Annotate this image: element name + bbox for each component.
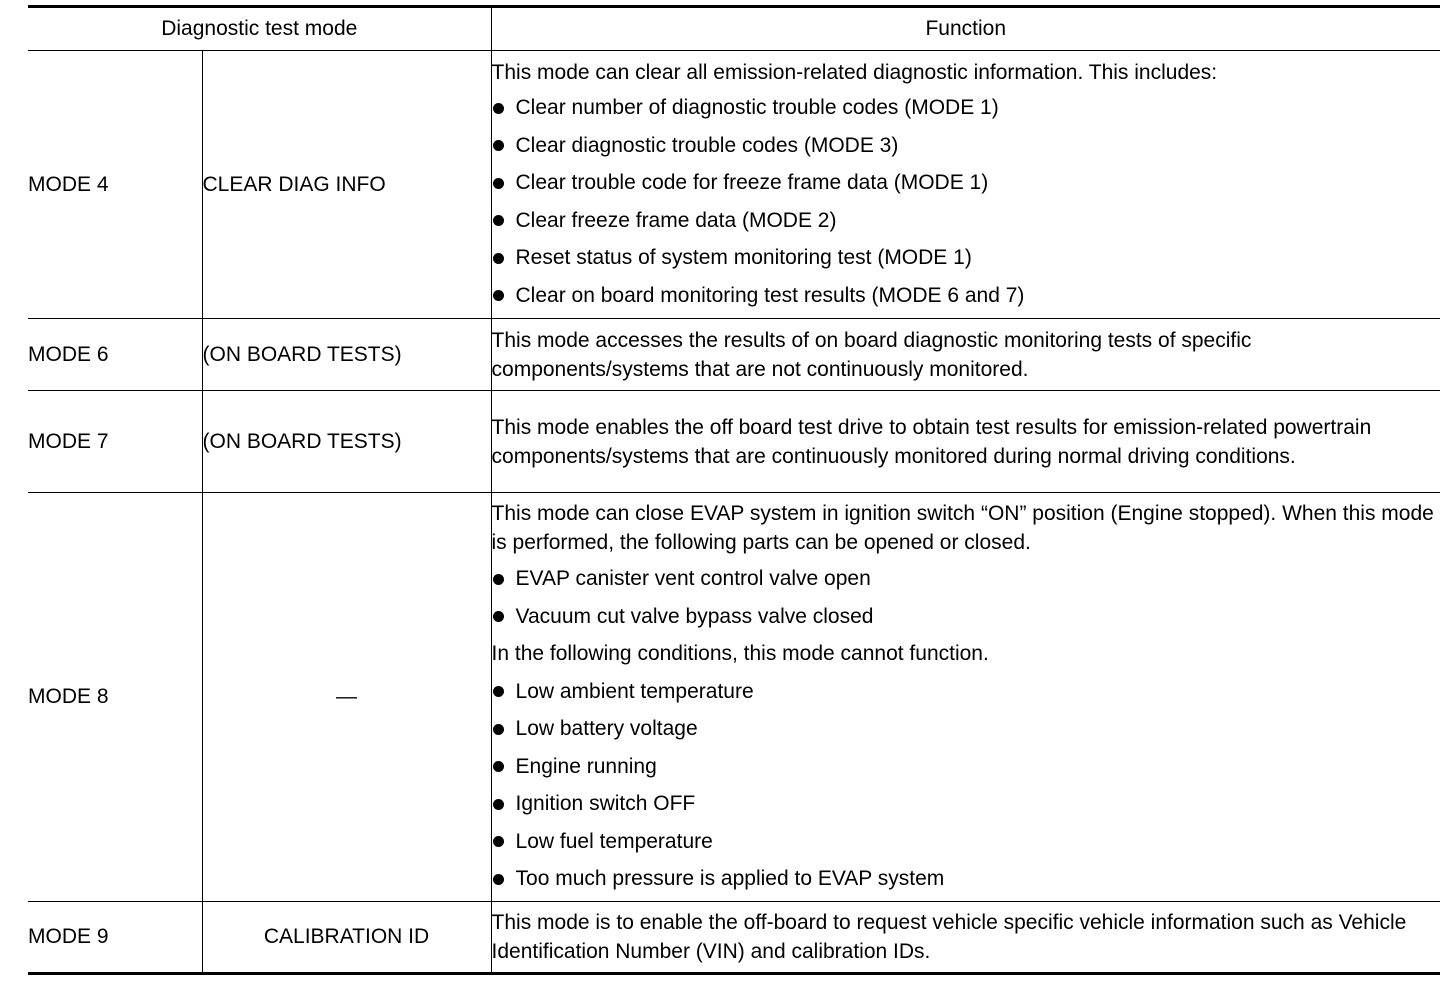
list-item: Clear number of diagnostic trouble codes (MODE 1) (492, 90, 1441, 128)
bullet-icon (493, 253, 504, 264)
bullet-icon (493, 836, 504, 847)
mode-name-cell: — (202, 493, 491, 902)
list-item: Reset status of system monitoring test (MODE 1) (492, 240, 1441, 278)
function-text: This mode is to enable the off-board to request vehicle specific vehicle information such as Vehicle Identification Number (VIN) and calibration IDs. (491, 911, 1407, 963)
bullet-icon (493, 686, 504, 697)
list-item: Low fuel temperature (492, 823, 1441, 861)
mode-cell: MODE 4 (28, 51, 202, 319)
bullet-icon (493, 290, 504, 301)
table-row-mode-6 (28, 319, 1440, 391)
list-item: Vacuum cut valve bypass valve closed (492, 598, 1441, 636)
function-cell (491, 493, 1440, 902)
bullet-icon (493, 611, 504, 622)
bullet-icon (493, 140, 504, 151)
mode-cell: MODE 6 (28, 319, 202, 391)
list-item: Too much pressure is applied to EVAP system (492, 860, 1441, 898)
bullet-icon (493, 574, 504, 585)
function-cell (491, 319, 1440, 391)
list-item: Clear freeze frame data (MODE 2) (492, 202, 1441, 240)
bullet-icon (493, 103, 504, 114)
mode-name-cell: CLEAR DIAG INFO (202, 51, 491, 319)
table-row-mode-8 (28, 493, 1440, 902)
function-intro: This mode can clear all emission-related diagnostic information. This includes: (491, 60, 1218, 84)
list-item: Low battery voltage (492, 710, 1441, 748)
list-item: Clear on board monitoring test results (MODE 6 and 7) (492, 277, 1441, 315)
function-cell (491, 51, 1440, 319)
diagnostic-mode-table (28, 5, 1440, 975)
bullet-icon (493, 799, 504, 810)
function-text: This mode accesses the results of on board diagnostic monitoring tests of specific components/systems that are not continuously monitored. (491, 328, 1252, 381)
function-intro: This mode can close EVAP system in ignition switch “ON” position (Engine stopped). When this mode is performed, the following parts can be opened or closed. (491, 502, 1434, 555)
mode-cell: MODE 7 (28, 391, 202, 493)
table-row-mode-9 (28, 902, 1440, 974)
header-diagnostic-test-mode: Diagnostic test mode (28, 7, 491, 51)
list-item: EVAP canister vent control valve open (492, 560, 1441, 598)
bullet-icon (493, 724, 504, 735)
list-item: Ignition switch OFF (492, 785, 1441, 823)
mode-cell: MODE 8 (28, 493, 202, 902)
mode-name-cell: (ON BOARD TESTS) (202, 391, 491, 493)
table-row-mode-7 (28, 391, 1440, 493)
list-item: Engine running (492, 748, 1441, 786)
mode-cell: MODE 9 (28, 902, 202, 974)
function-cell (491, 391, 1440, 493)
function-note: In the following conditions, this mode cannot function. (491, 642, 989, 665)
bullet-icon (493, 178, 504, 189)
function-cell (491, 902, 1440, 974)
list-item: Clear diagnostic trouble codes (MODE 3) (492, 127, 1441, 165)
mode-name-cell: (ON BOARD TESTS) (202, 319, 491, 391)
list-item: Clear trouble code for freeze frame data (MODE 1) (492, 165, 1441, 203)
function-text: This mode enables the off board test drive to obtain test results for emission-related powertrain components/systems that are continuously monitored during normal driving conditions. (491, 415, 1372, 468)
mode-name-cell: CALIBRATION ID (202, 902, 491, 974)
table-header-row (28, 7, 1440, 51)
bullet-icon (493, 761, 504, 772)
table-row-mode-4 (28, 51, 1440, 319)
bullet-icon (493, 874, 504, 885)
header-function: Function (491, 7, 1440, 51)
list-item: Low ambient temperature (492, 673, 1441, 711)
bullet-icon (493, 215, 504, 226)
